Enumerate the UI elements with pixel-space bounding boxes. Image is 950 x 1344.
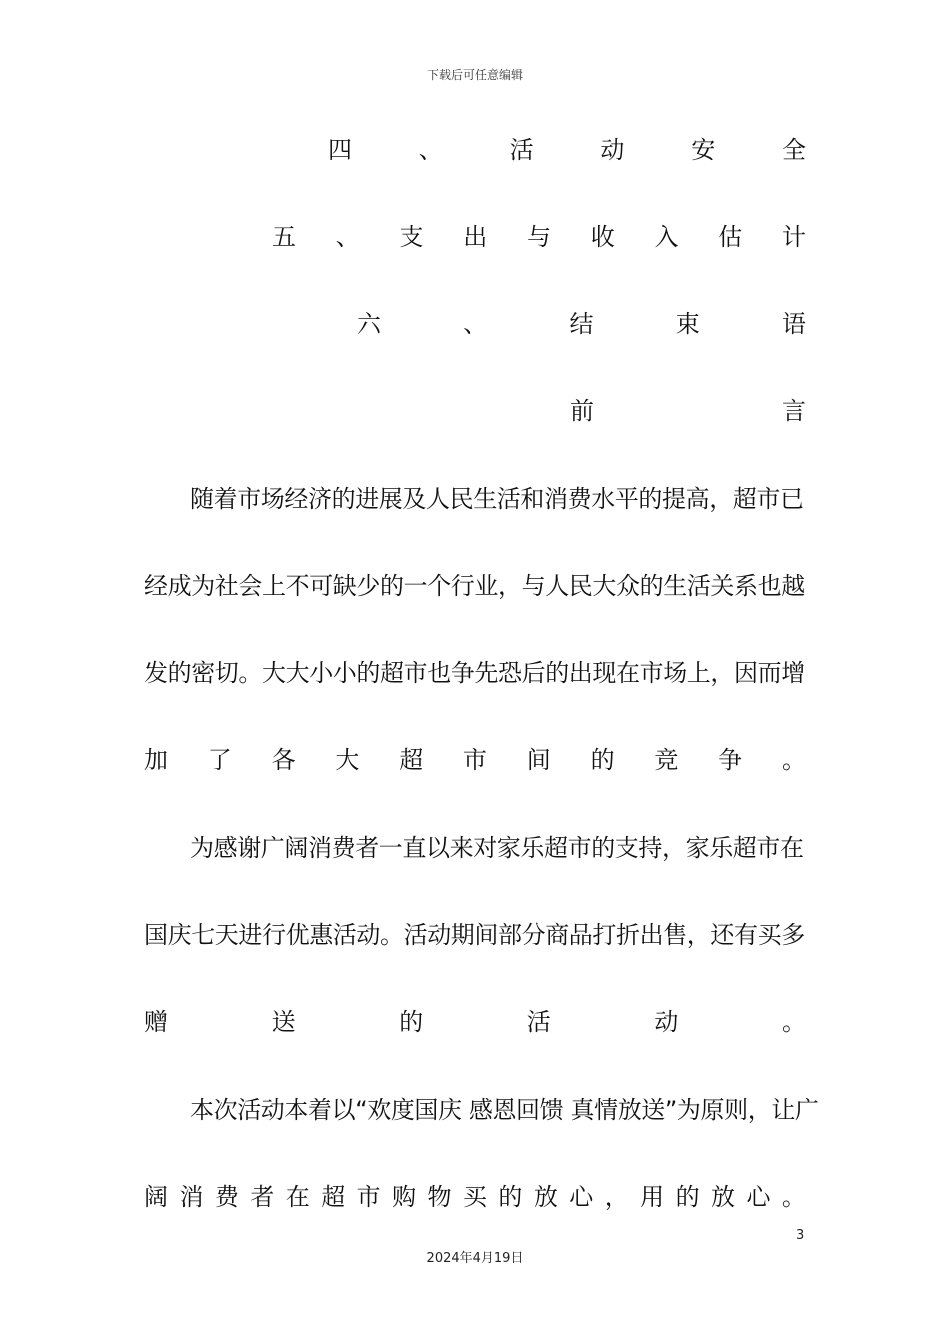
spread-char: ， bbox=[604, 1183, 629, 1211]
spread-char: 言 bbox=[782, 397, 806, 425]
spread-char: 争 bbox=[718, 746, 743, 774]
spread-char: 。 bbox=[781, 746, 806, 774]
spread-char: 者 bbox=[250, 1183, 275, 1211]
spread-char: 间 bbox=[526, 746, 551, 774]
paragraph-line: 随着市场经济的进展及人民生活和消费水平的提高，超市已 bbox=[190, 485, 804, 513]
spread-char: 竞 bbox=[654, 746, 679, 774]
spread-char: 束 bbox=[675, 310, 700, 338]
spread-char: 用 bbox=[640, 1183, 665, 1211]
paragraph-line-spread bbox=[144, 1002, 806, 1042]
paragraph-line: 为感谢广阔消费者一直以来对家乐超市的支持，家乐超市在 bbox=[190, 834, 804, 862]
page-footer-date: 2024年4月19日 bbox=[426, 1251, 524, 1266]
spread-char: 五 bbox=[272, 223, 296, 251]
spread-char: 了 bbox=[207, 746, 232, 774]
spread-char: 语 bbox=[782, 310, 806, 338]
spread-char: 六 bbox=[357, 310, 381, 338]
spread-char: 各 bbox=[271, 746, 296, 774]
spread-char: 结 bbox=[569, 310, 594, 338]
paragraph-line: 经成为社会上不可缺少的一个行业，与人民大众的生活关系也越 bbox=[144, 572, 805, 600]
spread-char: 动 bbox=[654, 1008, 679, 1036]
page-number: 3 bbox=[796, 1228, 805, 1243]
paragraph-line-spread bbox=[144, 740, 806, 780]
spread-char: 费 bbox=[214, 1183, 239, 1211]
spread-char: 在 bbox=[285, 1183, 310, 1211]
spread-char: 赠 bbox=[144, 1008, 168, 1036]
spread-char: 的 bbox=[498, 1183, 523, 1211]
spread-char: 购 bbox=[392, 1183, 417, 1211]
preface-heading bbox=[570, 391, 806, 431]
spread-char: 消 bbox=[179, 1183, 204, 1211]
paragraph-line: 国庆七天进行优惠活动。活动期间部分商品打折出售，还有买多 bbox=[144, 921, 805, 949]
spread-char: 动 bbox=[600, 136, 625, 164]
spread-char: 、 bbox=[418, 136, 443, 164]
spread-char: 市 bbox=[356, 1183, 381, 1211]
spread-char: 出 bbox=[463, 223, 488, 251]
spread-char: 的 bbox=[675, 1183, 700, 1211]
spread-char: 四 bbox=[328, 136, 352, 164]
spread-char: 入 bbox=[654, 223, 679, 251]
paragraph-line: 发的密切。大大小小的超市也争先恐后的出现在市场上，因而增 bbox=[144, 659, 805, 687]
spread-char: 超 bbox=[399, 746, 424, 774]
spread-char: 加 bbox=[144, 746, 168, 774]
toc-item-closing bbox=[357, 304, 806, 344]
spread-char: 前 bbox=[570, 397, 594, 425]
paragraph-line-spread bbox=[144, 1177, 806, 1217]
spread-char: 。 bbox=[781, 1008, 806, 1036]
spread-char: 物 bbox=[427, 1183, 452, 1211]
spread-char: 的 bbox=[590, 746, 615, 774]
paragraph-line: 本次活动本着以“欢度国庆 感恩回馈 真情放送”为原则，让广 bbox=[190, 1096, 819, 1124]
spread-char: 放 bbox=[533, 1183, 558, 1211]
spread-char: 阔 bbox=[144, 1183, 168, 1211]
page-header: 下载后可任意编辑 bbox=[426, 68, 523, 82]
spread-char: 收 bbox=[590, 223, 615, 251]
spread-char: 超 bbox=[321, 1183, 346, 1211]
spread-char: 计 bbox=[782, 223, 806, 251]
spread-char: 市 bbox=[462, 746, 487, 774]
spread-char: 、 bbox=[463, 310, 488, 338]
spread-char: 。 bbox=[781, 1183, 806, 1211]
spread-char: 心 bbox=[569, 1183, 594, 1211]
spread-char: 的 bbox=[399, 1008, 424, 1036]
spread-char: 与 bbox=[527, 223, 551, 251]
toc-item-budget bbox=[272, 217, 806, 257]
spread-char: 、 bbox=[335, 223, 360, 251]
spread-char: 放 bbox=[711, 1183, 735, 1211]
spread-char: 送 bbox=[271, 1008, 296, 1036]
spread-char: 大 bbox=[335, 746, 360, 774]
spread-char: 安 bbox=[691, 136, 716, 164]
spread-char: 活 bbox=[526, 1008, 551, 1036]
spread-char: 买 bbox=[462, 1183, 487, 1211]
spread-char: 支 bbox=[399, 223, 424, 251]
spread-char: 活 bbox=[509, 136, 534, 164]
spread-char: 心 bbox=[746, 1183, 771, 1211]
toc-item-activity-safety bbox=[328, 130, 806, 170]
spread-char: 估 bbox=[718, 223, 743, 251]
spread-char: 全 bbox=[781, 136, 806, 164]
